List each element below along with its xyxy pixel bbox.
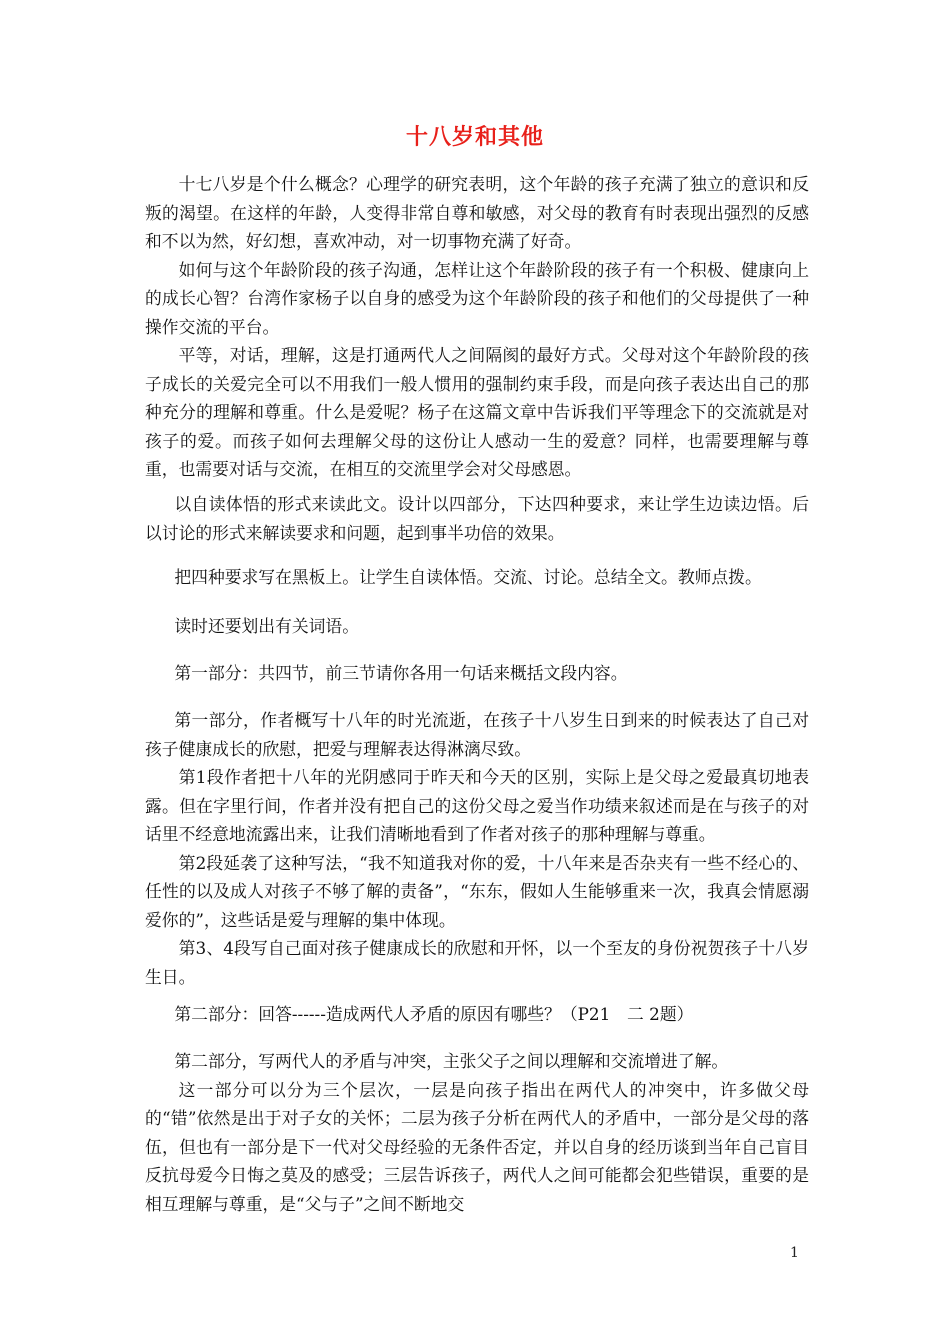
intro-paragraph-2: 如何与这个年龄阶段的孩子沟通，怎样让这个年龄阶段的孩子有一个积极、健康向上的成长心智？台湾作家杨子以自身的感受为这个年龄阶段的孩子和他们的父母提供了一种操作交流的平台。 <box>145 259 809 337</box>
part2-task-line: 第二部分：回答------造成两代人矛盾的原因有哪些？（P21 二 2题） <box>174 1004 694 1024</box>
part2-paragraph-1: 这一部分可以分为三个层次，一层是向孩子指出在两代人的冲突中，许多做父母的“错”依然是出于对子女的关怀；二层为孩子分析在两代人的矛盾中，一部分是父母的落伍，但也有一部分是下一代对父母经验的无条件否定，并以自身的经历谈到当年自己盲目反抗母爱今日悔之莫及的感受；三层告诉孩子，两代人之间可能都会犯些错误，重要的是相互理解与尊重，是“父与子”之间不断地交 <box>145 1079 809 1214</box>
mark-words-line: 读时还要划出有关词语。 <box>174 616 359 636</box>
part1-paragraph-3: 第3、4段写自己面对孩子健康成长的欣慰和开怀，以一个至友的身份祝贺孩子十八岁生日。 <box>145 938 809 987</box>
part1-paragraph-2: 第2段延袭了这种写法，“我不知道我对你的爱，十八年来是否杂夹有一些不经心的、任性的以及成人对孩子不够了解的责备”，“东东，假如人生能够重来一次，我真会情愿溺爱你的”，这些话是爱与理解的集中体现。 <box>145 852 809 930</box>
part1-paragraph-1: 第1段作者把十八年的光阴感同于昨天和今天的区别，实际上是父母之爱最真切地表露。但在字里行间，作者并没有把自己的这份父母之爱当作功绩来叙述而是在与孩子的对话里不经意地流露出来，让我们清晰地看到了作者对孩子的那种理解与尊重。 <box>145 767 809 844</box>
steps-line: 把四种要求写在黑板上。让学生自读体悟。交流、讨论。总结全文。教师点拨。 <box>174 567 762 587</box>
page-number: 1 <box>790 1245 799 1261</box>
page-title: 十八岁和其他 <box>405 124 544 150</box>
intro-section <box>145 170 809 484</box>
part2-summary: 第二部分，写两代人的矛盾与冲突，主张父子之间以理解和交流增进了解。 <box>174 1051 729 1071</box>
part1-task-line: 第一部分：共四节，前三节请你各用一句话来概括文段内容。 <box>174 663 628 683</box>
part1-analysis-section <box>145 706 809 991</box>
intro-paragraph-3: 平等，对话，理解，这是打通两代人之间隔阂的最好方式。父母对这个年龄阶段的孩子成长的关爱完全可以不用我们一般人惯用的强制约束手段，而是向孩子表达出自己的那种充分的理解和尊重。什么是爱呢？杨子在这篇文章中告诉我们平等理念下的交流就是对孩子的爱。而孩子如何去理解父母的这份让人感动一生的爱意？同样，也需要理解与尊重，也需要对话与交流，在相互的交流里学会对父母感恩。 <box>145 345 809 479</box>
part2-analysis-section <box>145 1047 809 1218</box>
method-section <box>145 490 809 547</box>
method-paragraph: 以自读体悟的形式来读此文。设计以四部分，下达四种要求，来让学生边读边悟。后以讨论的形式来解读要求和问题，起到事半功倍的效果。 <box>145 494 809 543</box>
intro-paragraph-1: 十七八岁是个什么概念？心理学的研究表明，这个年龄的孩子充满了独立的意识和反叛的渴望。在这样的年龄，人变得非常自尊和敏感，对父母的教育有时表现出强烈的反感和不以为然，好幻想，喜欢冲动，对一切事物充满了好奇。 <box>145 174 809 251</box>
part1-summary: 第一部分，作者概写十八年的时光流逝，在孩子十八岁生日到来的时候表达了自己对孩子健康成长的欣慰，把爱与理解表达得淋漓尽致。 <box>145 710 809 759</box>
